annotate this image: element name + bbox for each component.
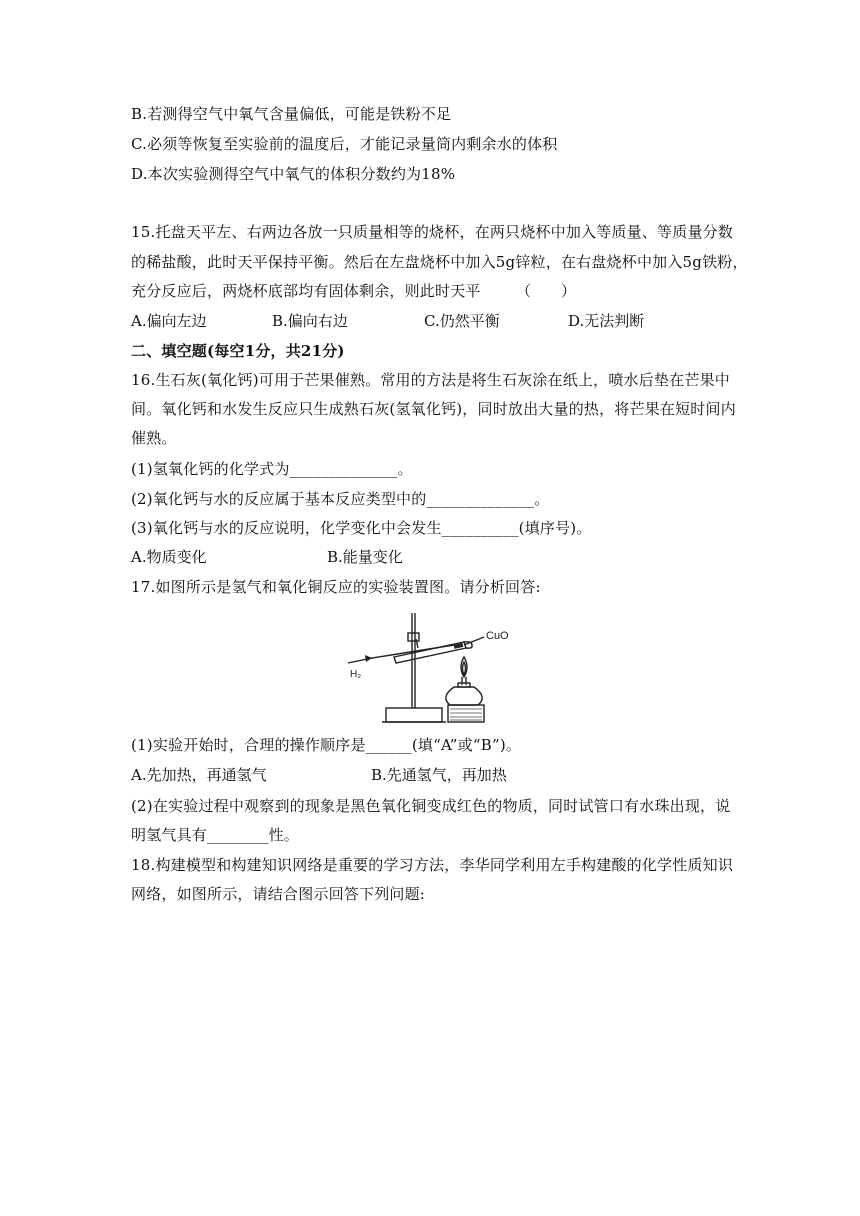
h2-inlet-tube [366, 645, 454, 659]
q14-option-c: C.必须等恢复至实验前的温度后，才能记录量筒内剩余水的体积 [131, 135, 558, 153]
q16-stem-line2: 间。氧化钙和水发生反应只生成熟石灰(氢氧化钙)，同时放出大量的热，将芒果在短时间内 [131, 400, 736, 418]
q15-option-c: C.仍然平衡 [424, 312, 500, 330]
q16-stem-line1: 16.生石灰(氧化钙)可用于芒果催熟。常用的方法是将生石灰涂在纸上，喷水后垫在芒果中 [131, 371, 730, 389]
q18-stem-line2: 网络，如图所示，请结合图示回答下列问题: [131, 885, 426, 903]
q17-sub2-line2: 明氢气具有________性。 [131, 826, 300, 844]
q15-option-a: A.偏向左边 [131, 312, 207, 330]
arrow-head [365, 655, 372, 662]
q15-option-d: D.无法判断 [568, 312, 645, 330]
q17-option-b: B.先通氢气，再加热 [371, 766, 507, 784]
wooden-block [448, 705, 484, 722]
q15-option-b: B.偏向右边 [272, 312, 348, 330]
wood-grain [450, 709, 482, 720]
q15-stem-line3: 充分反应后，两烧杯底部均有固体剩余，则此时天平 [131, 282, 481, 300]
h2-label: H₂ [350, 669, 362, 680]
q16-stem-line3: 催熟。 [131, 429, 177, 447]
stand-base [386, 708, 442, 722]
q17-stem: 17.如图所示是氢气和氧化铜反应的实验装置图。请分析回答: [131, 578, 541, 596]
q16-sub1: (1)氢氧化钙的化学式为______________。 [131, 460, 413, 478]
q15-stem-line2: 的稀盐酸，此时天平保持平衡。然后在左盘烧杯中加入5g锌粒，在右盘烧杯中加入5g铁粉， [131, 253, 748, 271]
flame-inner [463, 662, 466, 675]
q16-option-a: A.物质变化 [131, 548, 207, 566]
q14-option-d: D.本次实验测得空气中氧气的体积分数约为18% [131, 165, 456, 183]
q15-answer-bracket: （ ） [516, 282, 577, 300]
q17-sub2-line1: (2)在实验过程中观察到的现象是黑色氧化铜变成红色的物质，同时试管口有水珠出现，说 [131, 797, 731, 815]
q16-sub3: (3)氧化钙与水的反应说明，化学变化中会发生__________(填序号)。 [131, 519, 592, 537]
q15-stem-line1: 15.托盘天平左、右两边各放一只质量相等的烧杯，在两只烧杯中加入等质量、等质量分数 [131, 223, 734, 241]
q14-option-b: B.若测得空气中氧气含量偏低，可能是铁粉不足 [131, 105, 452, 123]
q18-stem-line1: 18.构建模型和构建知识网络是重要的学习方法，李华同学利用左手构建酸的化学性质知识 [131, 856, 734, 874]
alcohol-lamp-body [446, 687, 482, 705]
apparatus-figure [346, 605, 526, 725]
q16-sub2: (2)氧化钙与水的反应属于基本反应类型中的______________。 [131, 490, 550, 508]
hydrogen-reduction-apparatus-diagram [346, 605, 526, 725]
cuo-pointer-line [464, 637, 484, 645]
section-heading: 二、填空题(每空1分，共21分) [131, 342, 345, 360]
q17-sub1: (1)实验开始时，合理的操作顺序是______(填“A”或“B”)。 [131, 736, 522, 754]
q17-option-a: A.先加热，再通氢气 [131, 766, 267, 784]
clamp-knob [408, 633, 419, 641]
q16-option-b: B.能量变化 [327, 548, 403, 566]
cuo-label: CuO [486, 630, 509, 642]
